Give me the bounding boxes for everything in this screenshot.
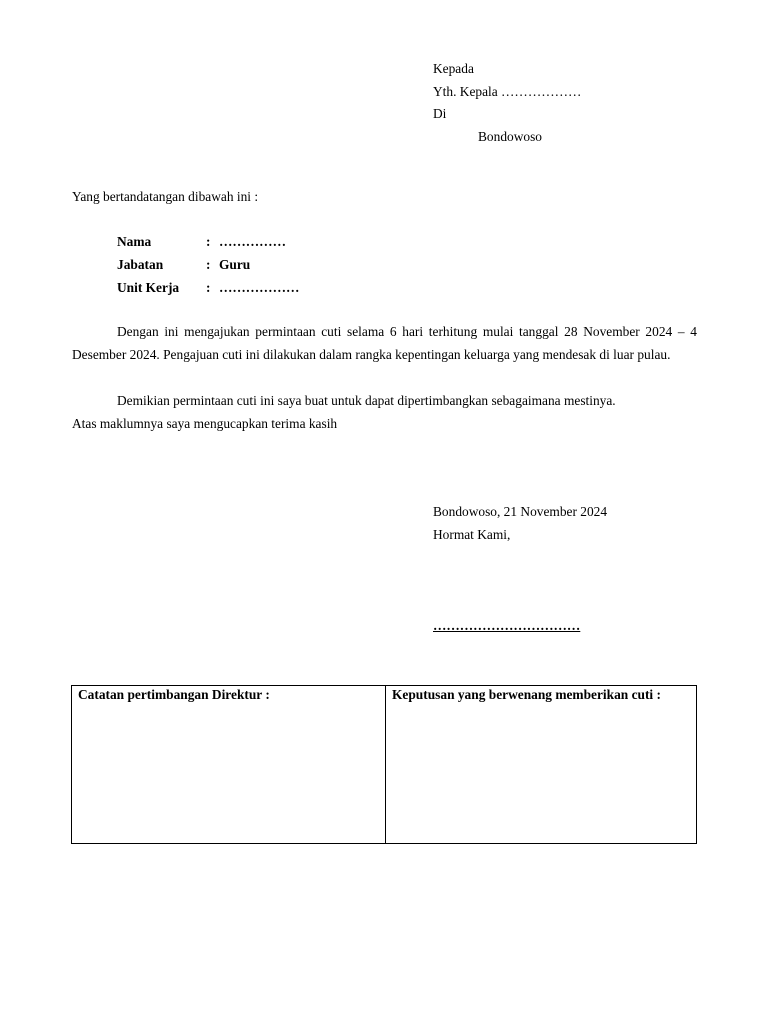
field-colon: :: [206, 280, 211, 295]
recipient-yth: Yth. Kepala ………………: [433, 84, 582, 99]
authority-decision-header: Keputusan yang berwenang memberikan cuti :: [392, 687, 661, 702]
recipient-city: Bondowoso: [478, 129, 542, 144]
approval-table: [71, 685, 697, 844]
director-notes-header: Catatan pertimbangan Direktur :: [78, 687, 270, 702]
signature-place-date: Bondowoso, 21 November 2024: [433, 504, 608, 519]
body-paragraph-2: Demikian permintaan cuti ini saya buat untuk dapat dipertimbangkan sebagaimana mestinya.: [117, 393, 616, 408]
field-value: ……………: [219, 234, 286, 249]
signature-closing: Hormat Kami,: [433, 527, 511, 542]
field-label: Unit Kerja: [117, 280, 180, 295]
field-label: Jabatan: [117, 257, 164, 272]
field-colon: :: [206, 257, 211, 272]
recipient-di: Di: [433, 106, 447, 121]
authority-decision-cell: [386, 686, 697, 844]
recipient-kepada: Kepada: [433, 61, 474, 76]
signature-name-line: ……………………………: [433, 618, 581, 633]
field-value: ………………: [219, 280, 300, 295]
field-colon: :: [206, 234, 211, 249]
field-value: Guru: [219, 257, 251, 272]
body-paragraph-1: Dengan ini mengajukan permintaan cuti selama 6 hari terhitung mulai tanggal 28 November 2024 – 4 Desember 2024. Pengajuan cuti ini dilakukan dalam rangka kepentingan keluarga yang mendesak di luar pulau.: [72, 324, 697, 362]
body-paragraph-3: Atas maklumnya saya mengucapkan terima kasih: [72, 416, 338, 431]
field-label: Nama: [117, 234, 152, 249]
director-notes-cell: [72, 686, 386, 844]
intro-line: Yang bertandatangan dibawah ini :: [72, 189, 259, 204]
